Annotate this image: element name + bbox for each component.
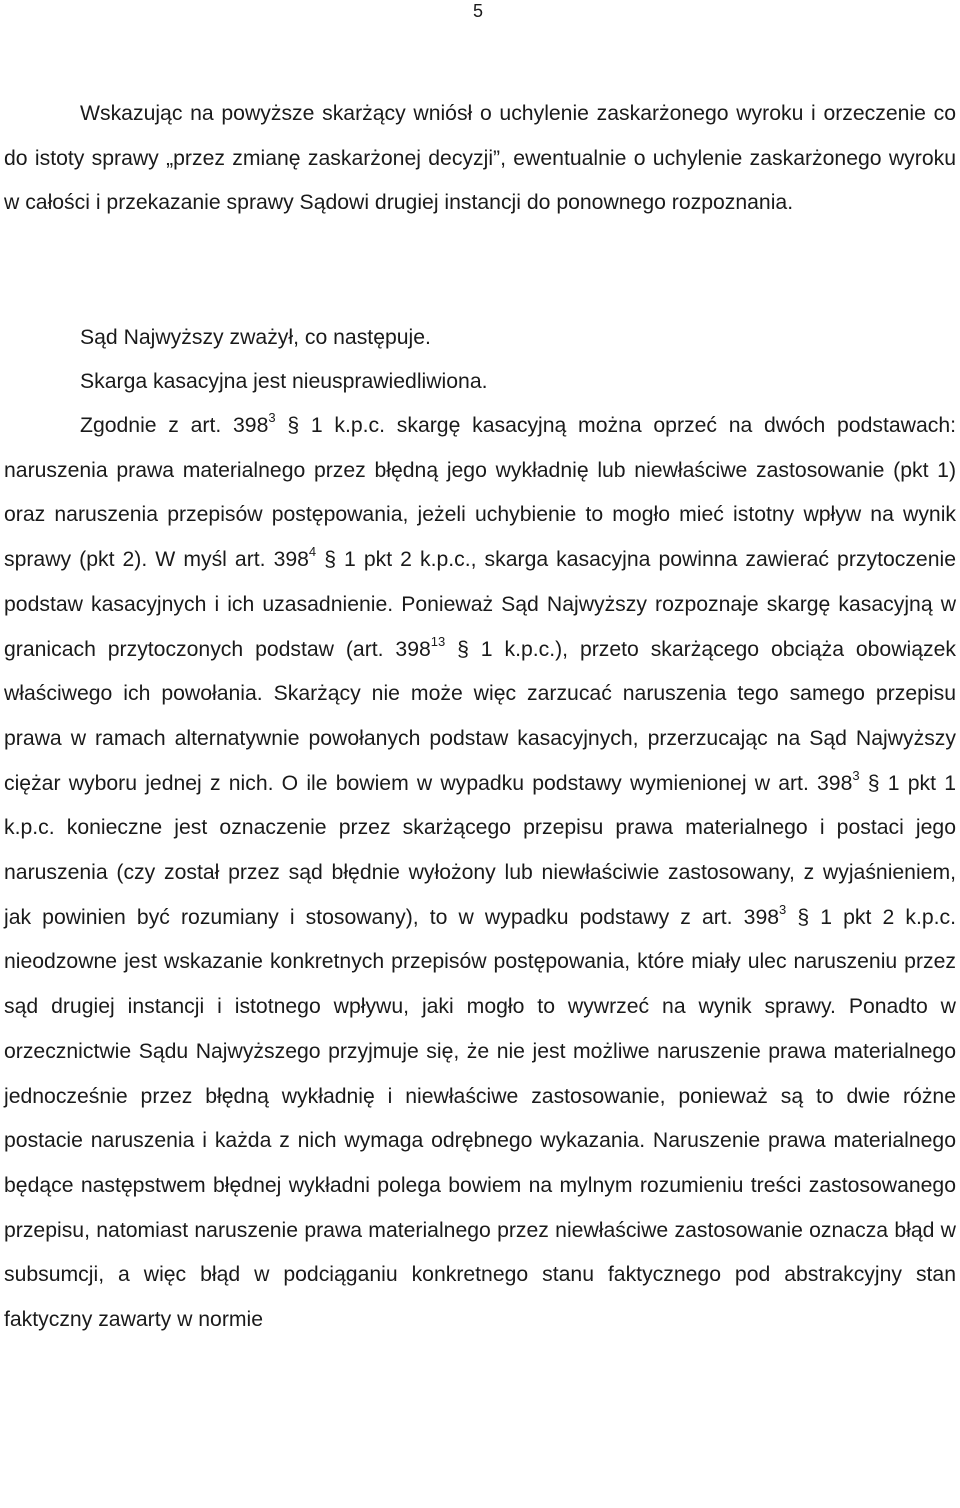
article-superscript: 3 — [268, 410, 276, 425]
page-number: 5 — [473, 1, 484, 21]
text-segment: § 1 pkt 2 k.p.c., skarga kasacyjna powinna zawierać przytoczenie podstaw kasacyjnych i ich uzasadnienie. Ponieważ Sąd Najwyższy rozpoznaje skargę kasacyjną w granicach przytoczonych podstaw (art. 398 — [4, 548, 956, 661]
text-segment: § 1 pkt 1 k.p.c. konieczne jest oznaczenie przez skarżącego przepisu prawa materialnego i postaci jego naruszenia (czy został przez sąd błędnie wyłożony lub niewłaściwie zastosowany, z wyjaśnieniem, jak powinien być rozumiany i stosowany), to w wypadku podstawy z art. 398 — [4, 771, 956, 929]
text-segment: Zgodnie z art. 398 — [80, 414, 269, 437]
paragraph-legal-reasoning — [4, 404, 956, 1343]
article-superscript: 4 — [308, 544, 317, 560]
text-segment: § 1 pkt 2 k.p.c. nieodzowne jest wskazanie konkretnych przepisów postępowania, które miały ulec naruszeniu przez sąd drugiej instancji i istotnego wpływu, jaki mogło to wywrzeć na wynik sprawy. Ponadto w orzecznictwie Sądu Najwyższego przyjmuje się, że nie jest możliwe naruszenie prawa materialnego jednocześnie przez błędną wykładnię i niewłaściwe zastosowanie, ponieważ są to dwie różne postacie naruszenia i każda z nich wymaga odrębnego wykazania. Naruszenie prawa materialnego będące następstwem błędnej wykładni polega bowiem na mylnym rozumieniu treści zastosowanego przepisu, natomiast naruszenie prawa materialnego przez niewłaściwe zastosowanie oznacza błąd w subsumcji, a więc błąd w podciąganiu konkretnego stanu faktycznego pod abstrakcyjny stan faktyczny zawarty w normie — [4, 905, 956, 1332]
text-segment: § 1 k.p.c. skargę kasacyjną można oprzeć na dwóch podstawach: naruszenia prawa materialnego przez błędną jego wykładnię lub niewłaściwe zastosowanie (pkt 1) oraz naruszenia przepisów postępowania, jeżeli uchybienie to mogło mieć istotny wpływ na wynik sprawy (pkt 2). W myśl art. 398 — [4, 414, 956, 572]
paragraph-appeal-request: Wskazując na powyższe skarżący wniósł o uchylenie zaskarżonego wyroku i orzeczenie co do istoty sprawy „przez zmianę zaskarżonej decyzji”, ewentualnie o uchylenie zaskarżonego wyroku w całości i przekazanie sprawy Sądowi drugiej instancji do ponownego rozpoznania. — [4, 102, 956, 215]
court-considered-statement: Sąd Najwyższy zważył, co następuje. — [80, 326, 431, 349]
text-segment: § 1 k.p.c.), przeto skarżącego obciąża obowiązek właściwego ich powołania. Skarżący nie może więc zarzucać naruszenia tego samego przepisu prawa w ramach alternatywnie powołanych podstaw kasacyjnych, przerzucając na Sąd Najwyższy ciężar wyboru jednej z nich. O ile bowiem w wypadku podstawy wymienionej w art. 398 — [4, 637, 956, 795]
article-superscript: 3 — [852, 767, 860, 783]
article-superscript: 13 — [430, 633, 446, 649]
article-superscript: 3 — [779, 901, 787, 917]
verdict-statement: Skarga kasacyjna jest nieusprawiedliwiona. — [80, 370, 488, 393]
